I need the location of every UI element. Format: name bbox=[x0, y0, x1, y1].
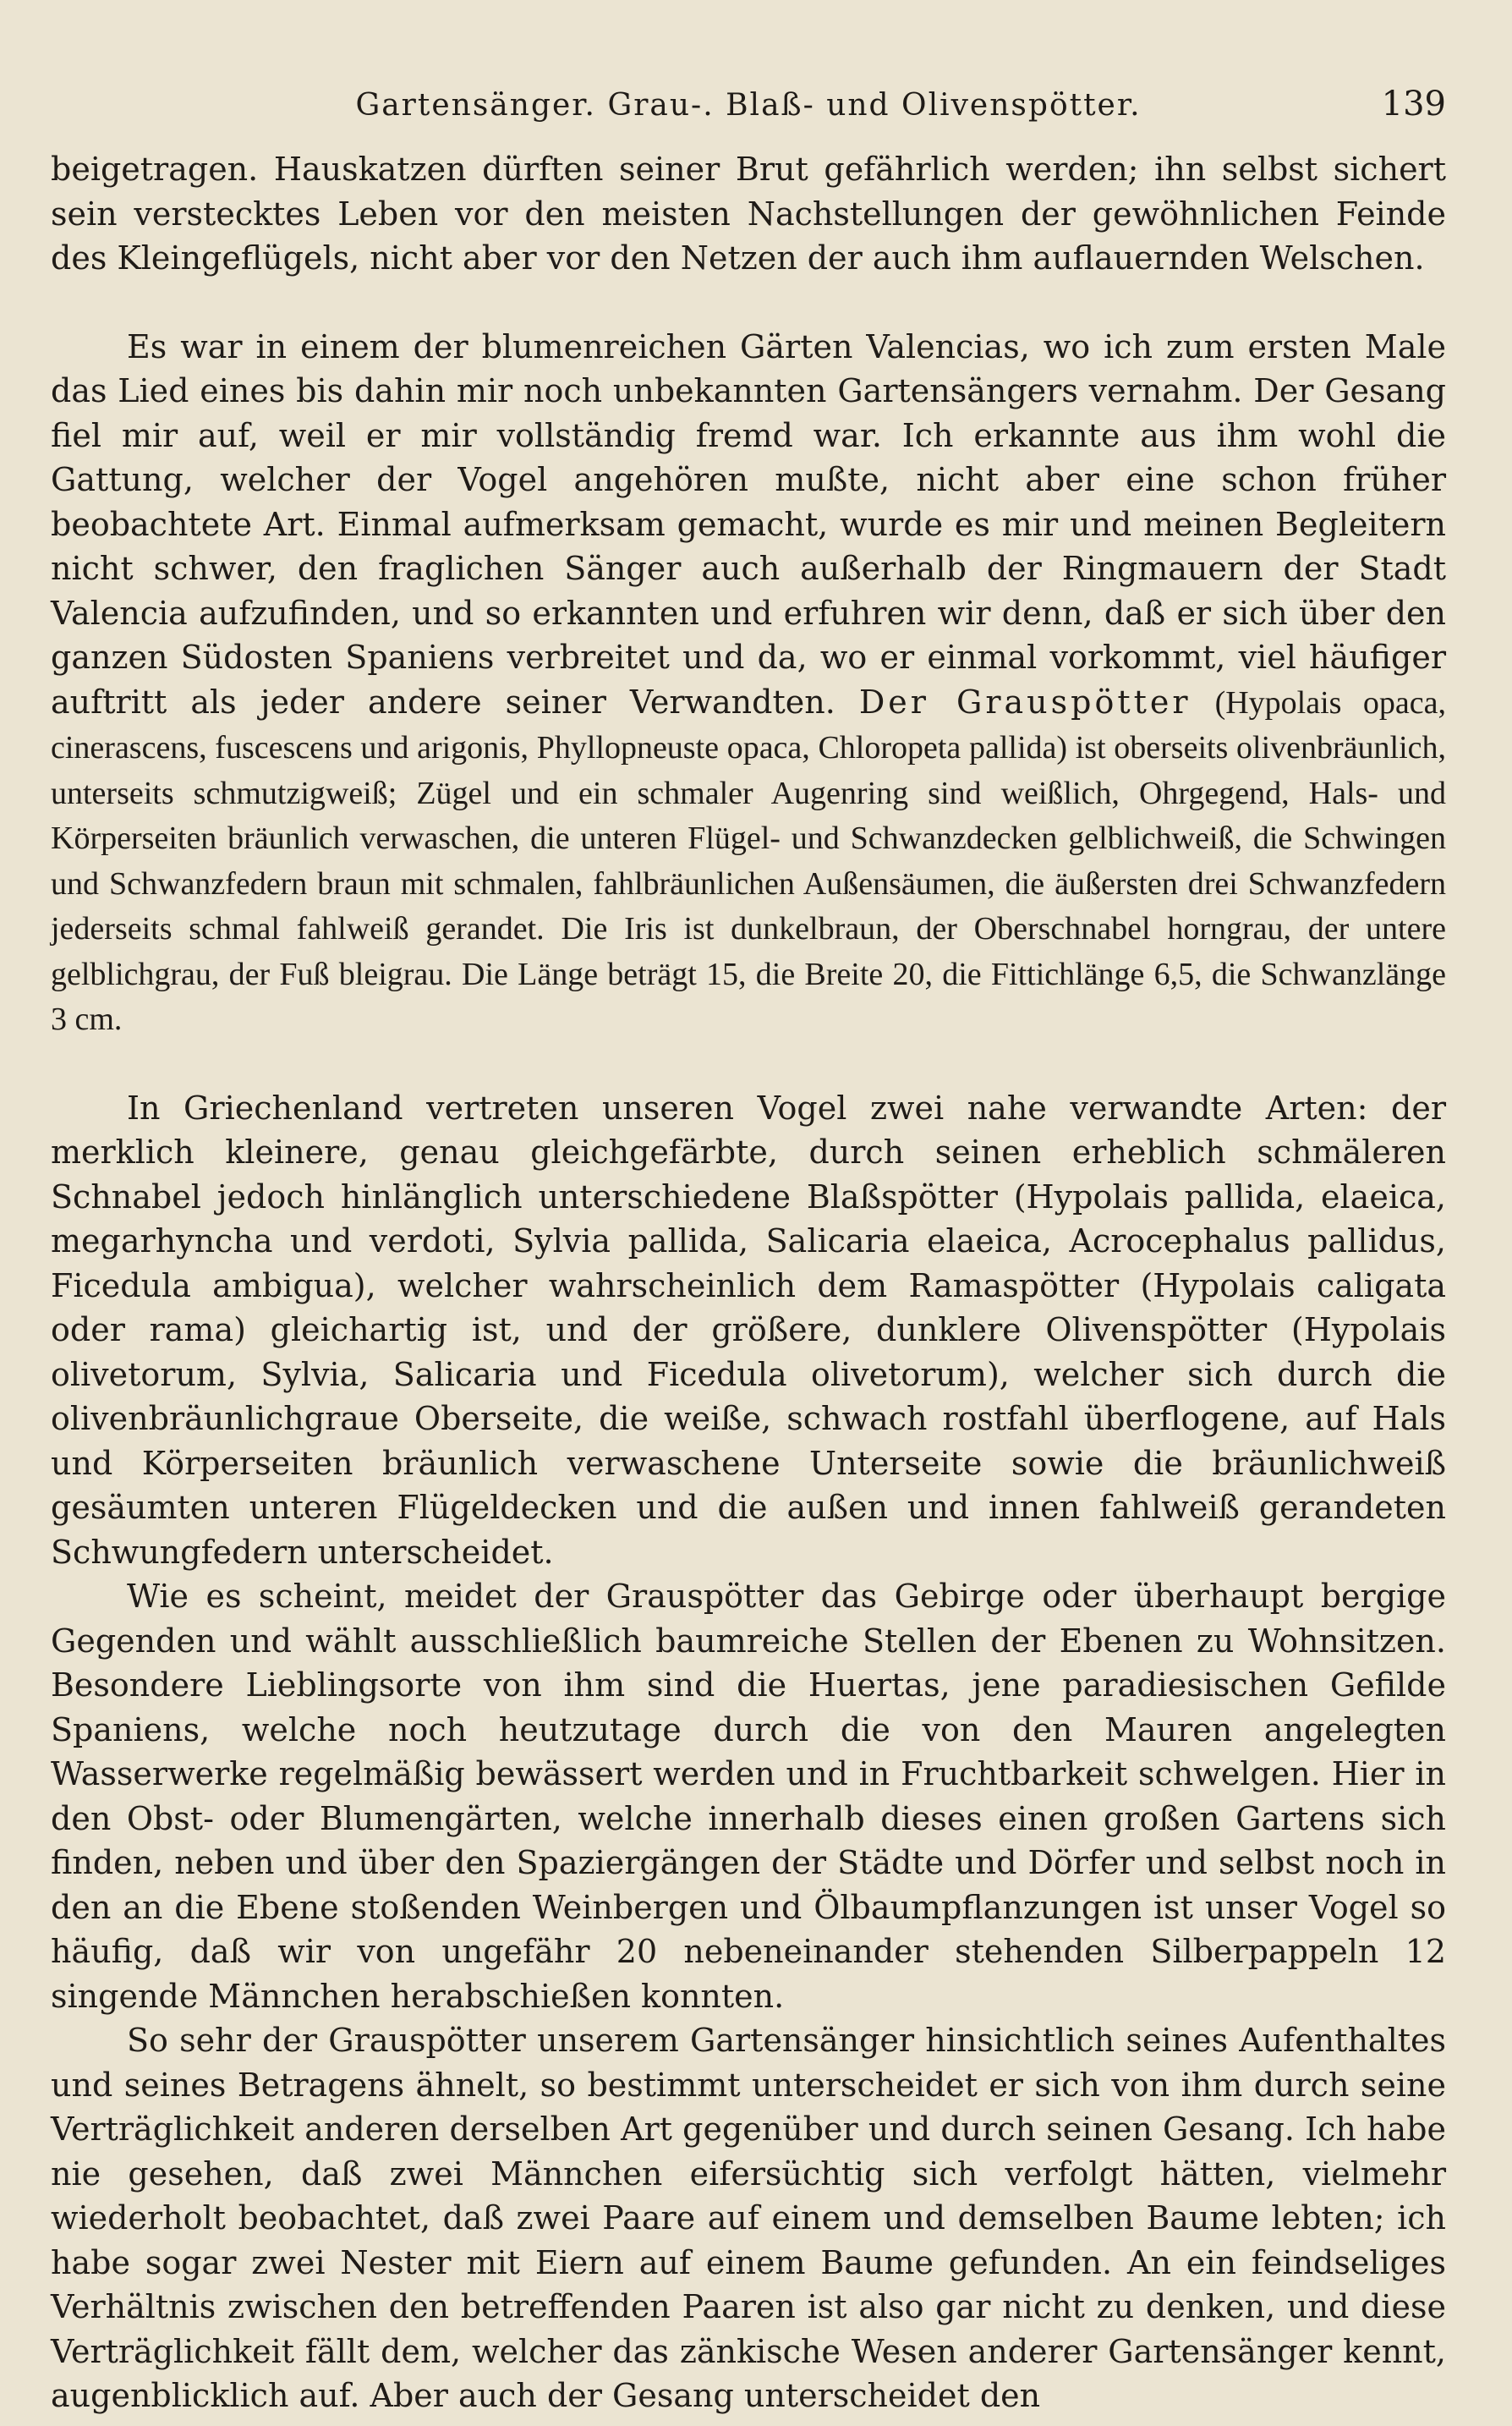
paragraph-2 bbox=[51, 325, 1446, 1042]
paragraph-4: Wie es scheint, meidet der Grauspötter das Gebirge oder überhaupt bergige Gegenden und wählt ausschließlich baumreiche Stellen der Ebenen zu Wohnsitzen. Besondere Lieblingsorte von ihm sind die Huertas, jene paradiesischen Gefilde Spaniens, welche noch heutzutage durch die von den Mauren angelegten Wasserwerke regelmäßig bewässert werden und in Fruchtbarkeit schwelgen. Hier in den Obst- oder Blumengärten, welche innerhalb dieses einen großen Gartens sich finden, neben und über den Spaziergängen der Städte und Dörfer und selbst noch in den an die Ebene stoßenden Weinbergen und Ölbaumpflanzungen ist unser Vogel so häufig, daß wir von ungefähr 20 nebeneinander stehenden Silberpappeln 12 singende Männchen herabschießen konnten. bbox=[51, 1578, 1446, 2015]
page-header bbox=[51, 85, 1446, 123]
running-title: Gartensänger. Grau-. Blaß- und Olivenspötter. bbox=[355, 88, 1142, 123]
paragraph-2-description: (Hypolais opaca, cinerascens, fuscescens und arigonis, Phyllopneuste opaca, Chloropeta pallida) ist oberseits olivenbräunlich, unterseits schmutzigweiß; Zügel und ein schmaler Augenring sind weißlich, Ohrgegend, Hals- und Körperseiten bräunlich verwaschen, die unteren Flügel- und Schwanzdecken gelblichweiß, die Schwingen und Schwanzfedern braun mit schmalen, fahlbräunlichen Außensäumen, die äußersten drei Schwanzfedern jederseits schmal fahlweiß gerandet. Die Iris ist dunkelbraun, der Oberschnabel horngrau, der untere gelblichgrau, der Fuß bleigrau. Die Länge beträgt 15, die Breite 20, die Fittichlänge 6,5, die Schwanzlänge 3 cm. bbox=[51, 684, 1446, 1037]
page-content bbox=[51, 85, 1446, 2418]
paragraph-3: In Griechenland vertreten unseren Vogel zwei nahe verwandte Arten: der merklich kleinere, genau gleichgefärbte, durch seinen erheblich schmäleren Schnabel jedoch hinlänglich unterschiedene Blaßspötter (Hypolais pallida, elaeica, megarhyncha und verdoti, Sylvia pallida, Salicaria elaeica, Acrocephalus pallidus, Ficedula ambigua), welcher wahrscheinlich dem Ramaspötter (Hypolais caligata oder rama) gleichartig ist, und der größere, dunklere Olivenspötter (Hypolais olivetorum, Sylvia, Salicaria und Ficedula olivetorum), welcher sich durch die olivenbräunlichgraue Oberseite, die weiße, schwach rostfahl überflogene, auf Hals und Körperseiten bräunlich verwaschene Unterseite sowie die bräunlichweiß gesäumten unteren Flügeldecken und die außen und innen fahlweiß gerandeten Schwungfedern unterscheidet. bbox=[51, 1089, 1446, 1571]
body-text bbox=[51, 147, 1446, 2418]
paragraph-1: beigetragen. Hauskatzen dürften seiner Brut gefährlich werden; ihn selbst sichert sein verstecktes Leben vor den meisten Nachstellungen der gewöhnlichen Feinde des Kleingeflügels, nicht aber vor den Netzen der auch ihm auflauernden Welschen. bbox=[51, 151, 1446, 277]
paragraph-2-text: Es war in einem der blumenreichen Gärten Valencias, wo ich zum ersten Male das Lied eines bis dahin mir noch unbekannten Gartensängers vernahm. Der Gesang fiel mir auf, weil er mir vollständig fremd war. Ich erkannte aus ihm wohl die Gattung, welcher der Vogel angehören mußte, nicht aber eine schon früher beobachtete Art. Einmal aufmerksam gemacht, wurde es mir und meinen Begleitern nicht schwer, den fraglichen Sänger auch außerhalb der Ringmauern der Stadt Valencia aufzufinden, und so erkannten und erfuhren wir denn, daß er sich über den ganzen Südosten Spaniens verbreitet und da, wo er einmal vorkommt, viel häufiger auftritt als jeder andere seiner Verwandten. bbox=[51, 327, 1446, 721]
species-label-grauspoetter: Der Grauspötter bbox=[858, 683, 1192, 721]
page-number: 139 bbox=[1381, 85, 1446, 123]
paragraph-5: So sehr der Grauspötter unserem Gartensänger hinsichtlich seines Aufenthaltes und seines Betragens ähnelt, so bestimmt unterscheidet er sich von ihm durch seine Verträglichkeit anderen derselben Art gegenüber und durch seinen Gesang. Ich habe nie gesehen, daß zwei Männchen eifersüchtig sich verfolgt hätten, vielmehr wiederholt beobachtet, daß zwei Paare auf einem und demselben Baume lebten; ich habe sogar zwei Nester mit Eiern auf einem Baume gefunden. An ein feindseliges Verhältnis zwischen den betreffenden Paaren ist also gar nicht zu denken, und diese Verträglichkeit fällt dem, welcher das zänkische Wesen anderer Gartensänger kennt, augenblicklich auf. Aber auch der Gesang unterscheidet den bbox=[51, 2022, 1446, 2414]
